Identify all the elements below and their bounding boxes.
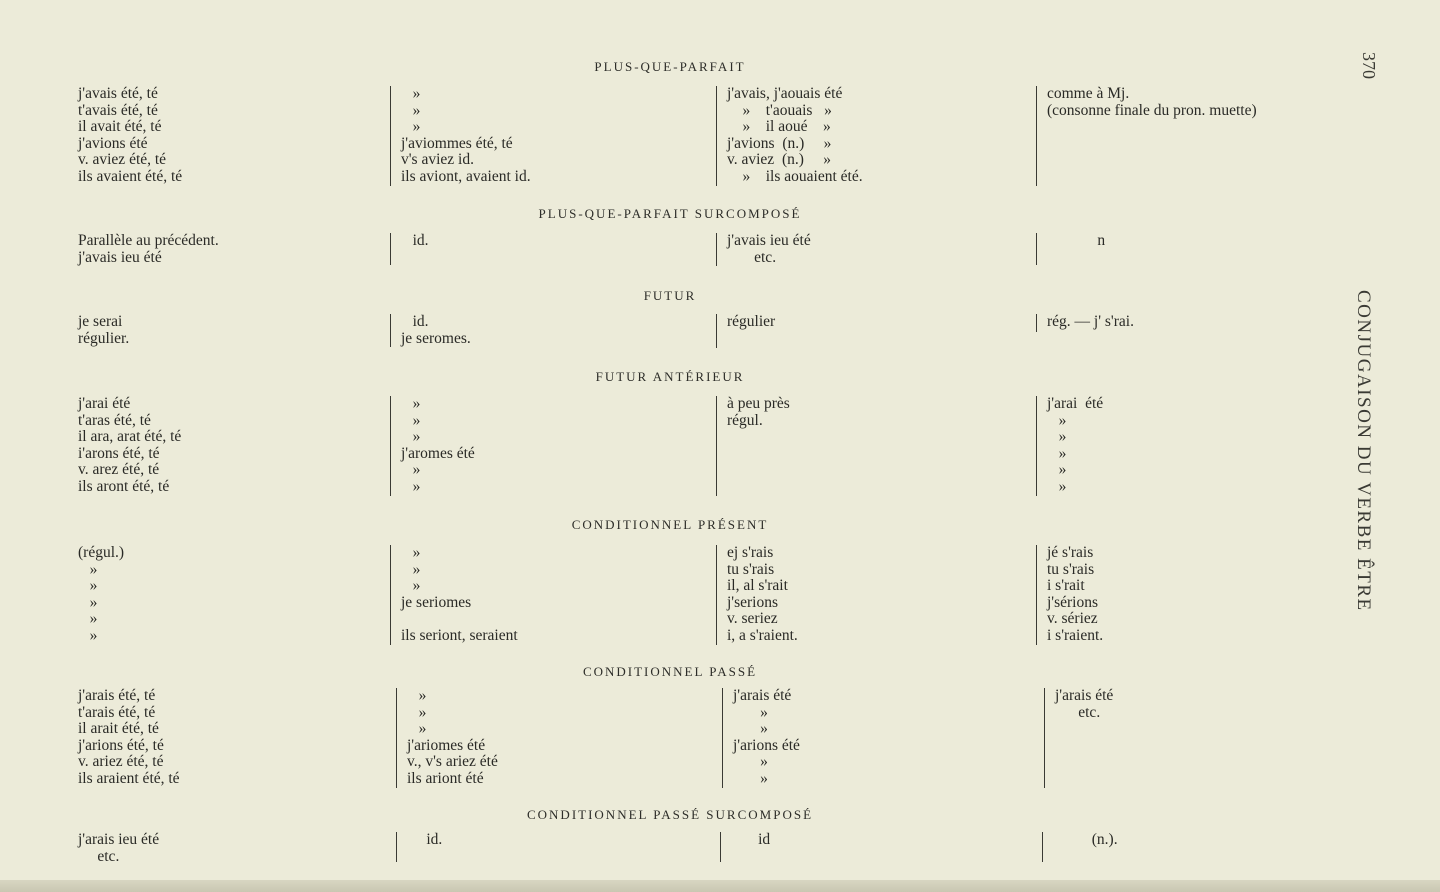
text-line: » <box>401 461 421 479</box>
column-2 <box>390 233 429 265</box>
text-line: j'arais été, té <box>78 687 156 704</box>
column-4 <box>1042 832 1118 862</box>
text-line: v's aviez id. <box>401 151 474 169</box>
text-line: (consonne finale du pron. muette) <box>1047 101 1257 119</box>
column-2 <box>390 314 471 347</box>
column-4 <box>1036 396 1103 496</box>
text-line: j'avions été <box>78 134 148 152</box>
column-1 <box>78 688 180 788</box>
text-line: j'ariomes été <box>407 736 486 754</box>
text-line: » <box>401 395 421 412</box>
text-line: » <box>78 593 98 611</box>
text-line: ils aviont, avaient id. <box>401 167 531 185</box>
column-3 <box>716 545 798 645</box>
running-title: CONJUGAISON DU VERBE ÊTRE <box>1353 290 1374 612</box>
text-line: » <box>401 544 421 561</box>
column-3 <box>720 832 770 862</box>
column-3 <box>722 688 800 788</box>
text-line: jé s'rais <box>1047 544 1094 561</box>
column-2 <box>390 396 475 496</box>
text-line: » <box>733 720 768 738</box>
column-3 <box>716 396 790 496</box>
section-heading-plus-que-parfait: PLUS-QUE-PARFAIT <box>594 59 746 74</box>
text-line: ils avaient été, té <box>78 167 183 185</box>
text-line: » <box>1047 461 1067 479</box>
column-4 <box>1036 233 1105 265</box>
column-4 <box>1044 688 1113 788</box>
text-line: à peu près <box>727 395 790 412</box>
column-3 <box>716 314 775 348</box>
text-line: ils ariont été <box>407 769 484 787</box>
text-line: » <box>401 85 421 102</box>
column-1 <box>78 396 181 496</box>
text-line: j'aromes été <box>401 444 475 462</box>
text-line: rég. — j' s'rai. <box>1047 313 1134 330</box>
text-line: je serai <box>78 313 123 330</box>
text-line: v. arez été, té <box>78 461 160 479</box>
text-line: i'arons été, té <box>78 444 160 462</box>
text-line: il ara, arat été, té <box>78 428 182 446</box>
section-heading-plus-que-parfait-surcompose: PLUS-QUE-PARFAIT SURCOMPOSÉ <box>538 206 802 221</box>
text-line: » <box>401 477 421 495</box>
text-line: » <box>407 687 427 704</box>
text-line: i, a s'raient. <box>727 626 798 644</box>
text-line: (régul.) <box>78 544 125 561</box>
text-line: v. ariez été, té <box>78 753 164 771</box>
text-line: j'arions été <box>733 736 800 754</box>
text-line: ils araient été, té <box>78 769 180 787</box>
text-line: (n.). <box>1053 831 1118 848</box>
text-line: t'arais été, té <box>78 703 156 721</box>
column-1 <box>78 832 159 865</box>
column-3 <box>716 86 863 186</box>
text-line: id. <box>407 831 443 848</box>
text-line: v. aviez (n.) » <box>727 151 832 169</box>
text-line: régul. <box>727 411 763 429</box>
text-line: il arait été, té <box>78 720 159 738</box>
column-2 <box>396 832 442 862</box>
column-4 <box>1036 545 1103 645</box>
text-line: ils seriont, seraient <box>401 626 518 644</box>
text-line: tu s'rais <box>727 560 775 578</box>
column-1 <box>78 86 182 186</box>
section-heading-futur-anterieur: FUTUR ANTÉRIEUR <box>595 369 745 384</box>
text-line: i s'raient. <box>1047 626 1104 644</box>
text-line: » <box>401 577 421 595</box>
text-line: t'aras été, té <box>78 411 151 429</box>
text-line: régulier <box>727 313 776 330</box>
text-line: i s'rait <box>1047 577 1085 595</box>
text-line: » <box>401 118 421 136</box>
text-line: j'arai été <box>78 395 131 412</box>
column-1 <box>78 233 219 266</box>
text-line: il avait été, té <box>78 118 162 136</box>
text-line: je seriomes <box>401 593 472 611</box>
text-line: » ils aouaient été. <box>727 167 863 185</box>
text-line: j'sérions <box>1047 593 1099 611</box>
text-line: j'avais, j'aouais été <box>727 85 843 102</box>
text-line: j'arais été <box>733 687 792 704</box>
page-number: 370 <box>1359 52 1379 79</box>
text-line: » <box>78 560 98 578</box>
column-2 <box>396 688 498 788</box>
text-line: » <box>78 626 98 644</box>
text-line: j'avais ieu été <box>78 248 162 266</box>
text-line: » <box>733 769 768 787</box>
text-line: » <box>1047 444 1067 462</box>
text-line: » <box>401 411 421 429</box>
text-line: v. seriez <box>727 610 778 628</box>
text-line: » <box>733 753 768 771</box>
text-line: » <box>1047 411 1067 429</box>
text-line: il, al s'rait <box>727 577 788 595</box>
text-line: j'serions <box>727 593 779 611</box>
text-line: id. <box>401 232 429 249</box>
text-line: » <box>401 101 421 119</box>
text-line: t'avais été, té <box>78 101 158 119</box>
text-line: id. <box>401 313 429 330</box>
column-3 <box>716 233 811 266</box>
text-line: etc. <box>78 847 120 865</box>
text-line: » t'aouais » <box>727 101 832 119</box>
text-line: ej s'rais <box>727 544 774 561</box>
text-line: etc. <box>1055 703 1101 721</box>
text-line: » il aoué » <box>727 118 831 136</box>
column-1 <box>78 314 129 347</box>
section-heading-futur: FUTUR <box>643 288 697 303</box>
text-line: ils aront été, té <box>78 477 170 495</box>
text-line: v. aviez été, té <box>78 151 167 169</box>
section-heading-conditionnel-passe: CONDITIONNEL PASSÉ <box>582 664 758 679</box>
text-line: » <box>78 577 98 595</box>
text-line: » <box>407 703 427 721</box>
text-line: » <box>1047 428 1067 446</box>
column-2 <box>390 86 531 186</box>
text-line: v., v's ariez été <box>407 753 498 771</box>
text-line: v. sériez <box>1047 610 1098 628</box>
page-bottom-edge <box>0 880 1440 892</box>
section-heading-conditionnel-present: CONDITIONNEL PRÉSENT <box>571 517 769 532</box>
text-line: etc. <box>727 248 777 266</box>
text-line: » <box>78 610 98 628</box>
text-line: j'arais été <box>1055 687 1114 704</box>
text-line: j'avais été, té <box>78 85 158 102</box>
text-line: j'avions (n.) » <box>727 134 832 152</box>
text-line: j'arais ieu été <box>78 831 160 848</box>
text-line: j'aviommes été, té <box>401 134 513 152</box>
text-line: je seromes. <box>401 329 471 347</box>
text-line: » <box>407 720 427 738</box>
text-line: id <box>731 831 771 848</box>
column-1 <box>78 545 124 645</box>
text-line: » <box>733 703 768 721</box>
text-line: » <box>401 560 421 578</box>
text-line: tu s'rais <box>1047 560 1095 578</box>
column-4 <box>1036 314 1134 332</box>
text-line: » <box>401 428 421 446</box>
section-heading-conditionnel-passe-surcompose: CONDITIONNEL PASSÉ SURCOMPOSÉ <box>526 807 814 822</box>
text-line: comme à Mj. <box>1047 85 1130 102</box>
text-line: régulier. <box>78 329 130 347</box>
text-line: j'avais ieu été <box>727 232 811 249</box>
column-4 <box>1036 86 1257 186</box>
text-line <box>401 611 518 628</box>
text-line: n <box>1047 232 1106 249</box>
column-2 <box>390 545 518 645</box>
text-line: Parallèle au précédent. <box>78 232 219 249</box>
text-line: j'arions été, té <box>78 736 164 754</box>
text-line: j'arai été <box>1047 395 1104 412</box>
text-line: » <box>1047 477 1067 495</box>
